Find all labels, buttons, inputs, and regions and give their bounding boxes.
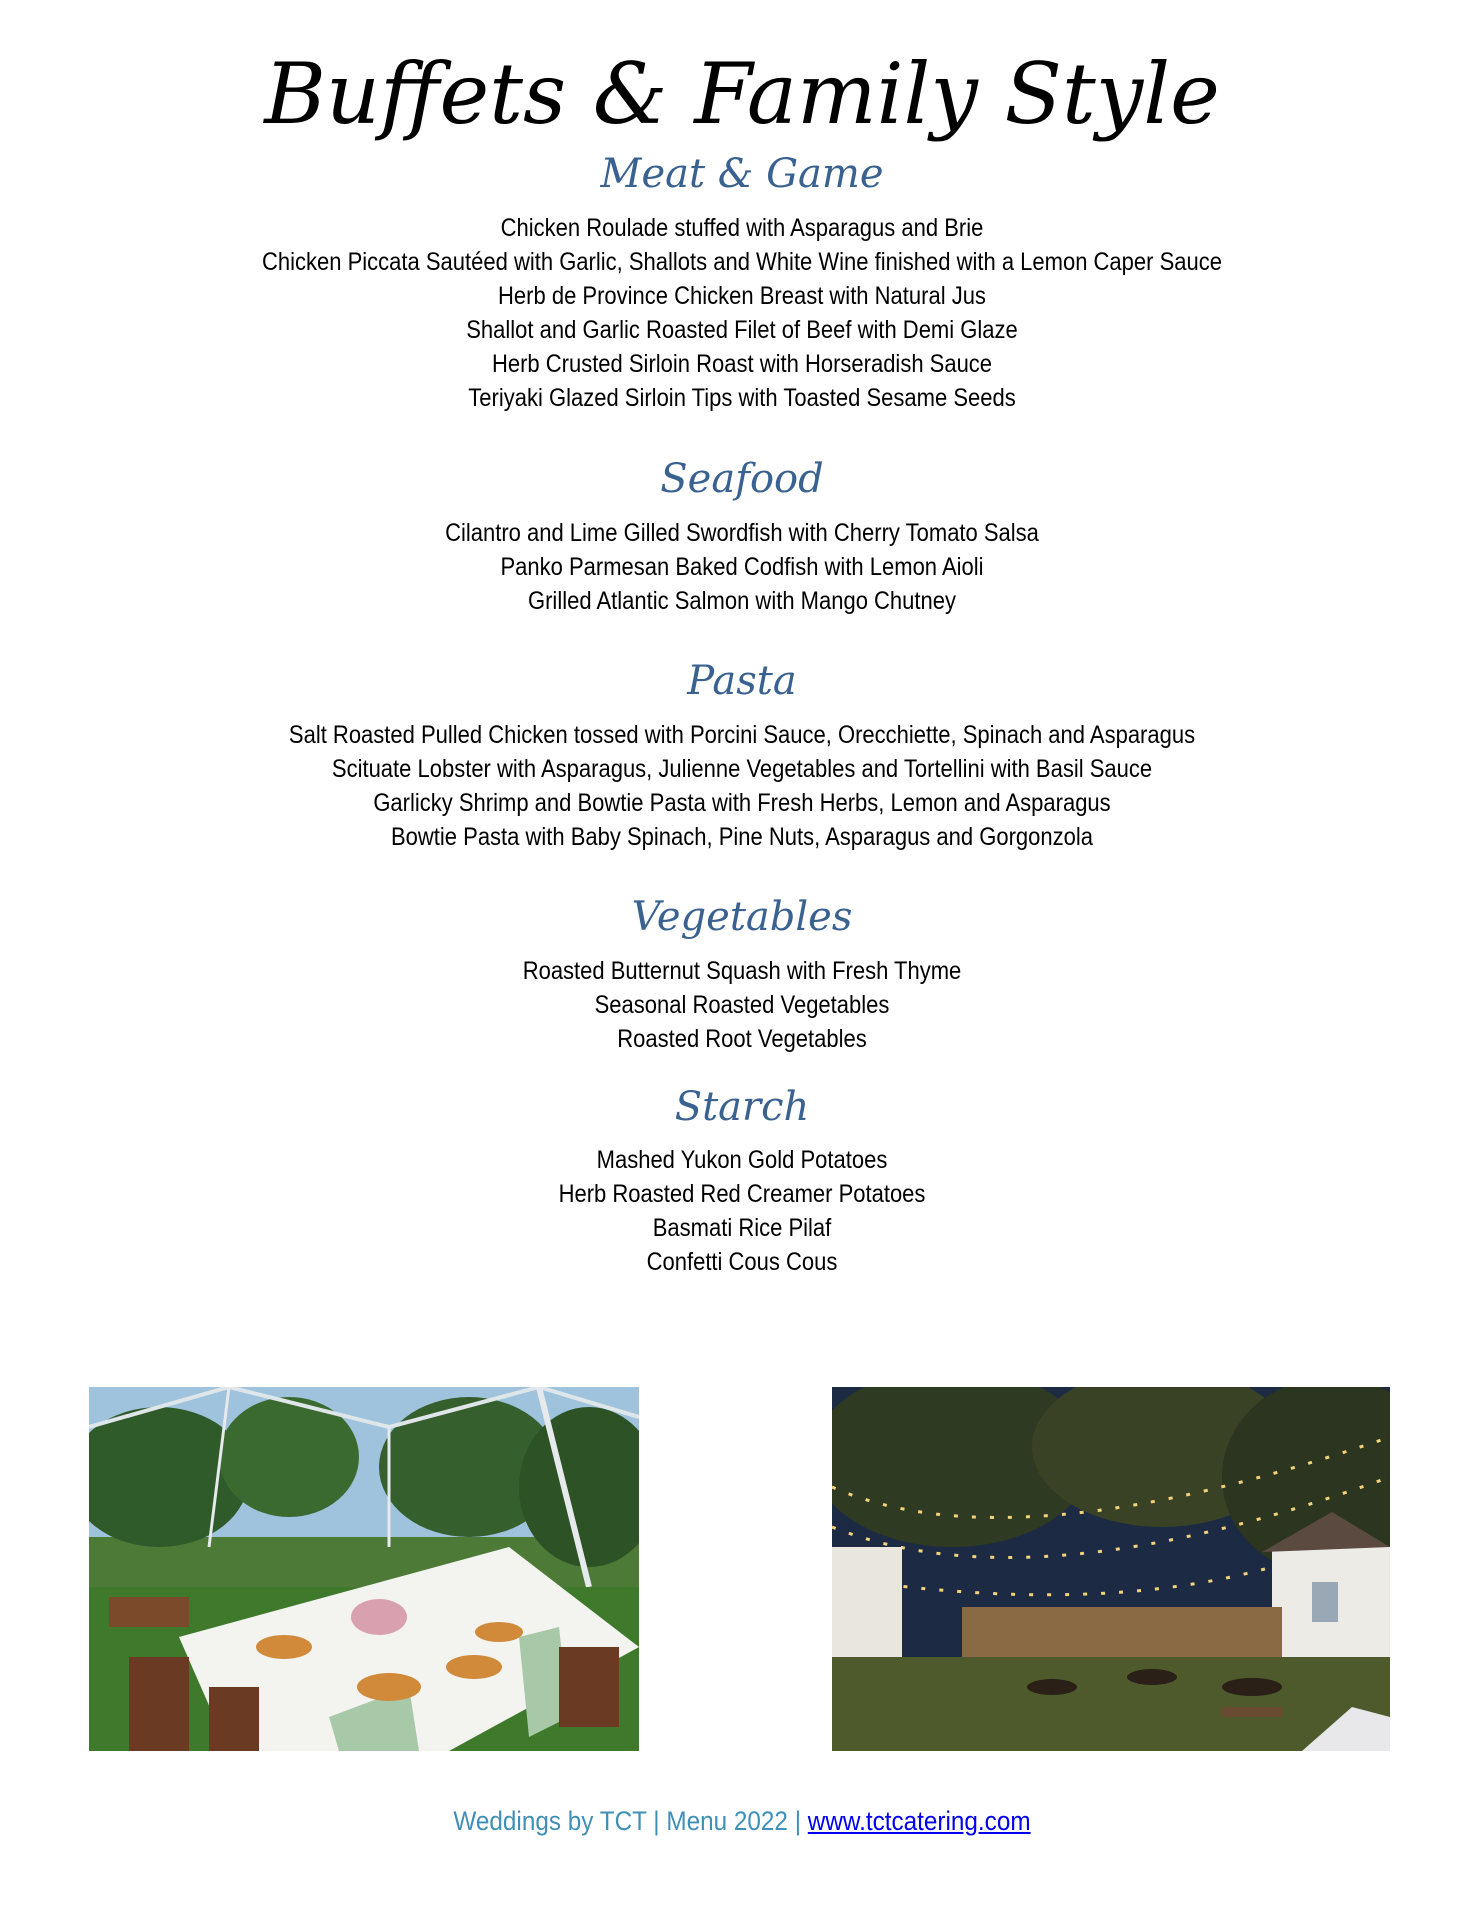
menu-item: Chicken Piccata Sautéed with Garlic, Shallots and White Wine finished with a Lemon Caper Sauce (262, 248, 1222, 276)
menu-item: Herb Crusted Sirloin Roast with Horseradish Sauce (491, 350, 993, 378)
section-heading-vegetables: Vegetables (631, 894, 853, 940)
backyard-string-lights-photo (832, 1387, 1390, 1751)
section-items-seafood (0, 516, 1484, 618)
menu-item: Basmati Rice Pilaf (652, 1214, 832, 1242)
footer-text: Weddings by TCT | Menu 2022 | (453, 1806, 808, 1836)
menu-item: Roasted Butternut Squash with Fresh Thyme (522, 957, 962, 985)
menu-item: Panko Parmesan Baked Codfish with Lemon Aioli (500, 553, 984, 581)
menu-item: Salt Roasted Pulled Chicken tossed with Porcini Sauce, Orecchiette, Spinach and Asparagus (288, 721, 1196, 749)
menu-item: Grilled Atlantic Salmon with Mango Chutney (527, 587, 956, 615)
menu-item: Teriyaki Glazed Sirloin Tips with Toasted Sesame Seeds (468, 384, 1016, 412)
menu-item: Confetti Cous Cous (646, 1248, 838, 1276)
page-title: Buffets & Family Style (264, 45, 1220, 143)
menu-item: Herb Roasted Red Creamer Potatoes (558, 1180, 926, 1208)
menu-item: Cilantro and Lime Gilled Swordfish with Cherry Tomato Salsa (445, 519, 1039, 547)
website-link[interactable]: www.tctcatering.com (807, 1806, 1031, 1836)
menu-item: Herb de Province Chicken Breast with Natural Jus (498, 282, 986, 310)
menu-item: Shallot and Garlic Roasted Filet of Beef with Demi Glaze (466, 316, 1018, 344)
section-heading-meat-game: Meat & Game (600, 151, 884, 197)
footer (74, 1806, 1410, 1837)
section-heading-starch: Starch (674, 1084, 810, 1130)
menu-item: Garlicky Shrimp and Bowtie Pasta with Fresh Herbs, Lemon and Asparagus (373, 789, 1111, 817)
section-heading-pasta: Pasta (687, 658, 797, 704)
menu-item: Seasonal Roasted Vegetables (594, 991, 890, 1019)
menu-item: Scituate Lobster with Asparagus, Julienne Vegetables and Tortellini with Basil Sauce (331, 755, 1153, 783)
section-items-vegetables (0, 954, 1484, 1056)
section-heading-seafood: Seafood (660, 456, 824, 502)
section-items-starch (0, 1143, 1484, 1279)
menu-item: Roasted Root Vegetables (617, 1025, 867, 1053)
menu-item: Bowtie Pasta with Baby Spinach, Pine Nuts, Asparagus and Gorgonzola (391, 823, 1093, 851)
menu-item: Mashed Yukon Gold Potatoes (596, 1146, 888, 1174)
menu-item: Chicken Roulade stuffed with Asparagus and Brie (500, 214, 984, 242)
section-items-pasta (0, 718, 1484, 854)
section-items-meat-game (0, 211, 1484, 415)
tent-reception-photo (89, 1387, 639, 1751)
